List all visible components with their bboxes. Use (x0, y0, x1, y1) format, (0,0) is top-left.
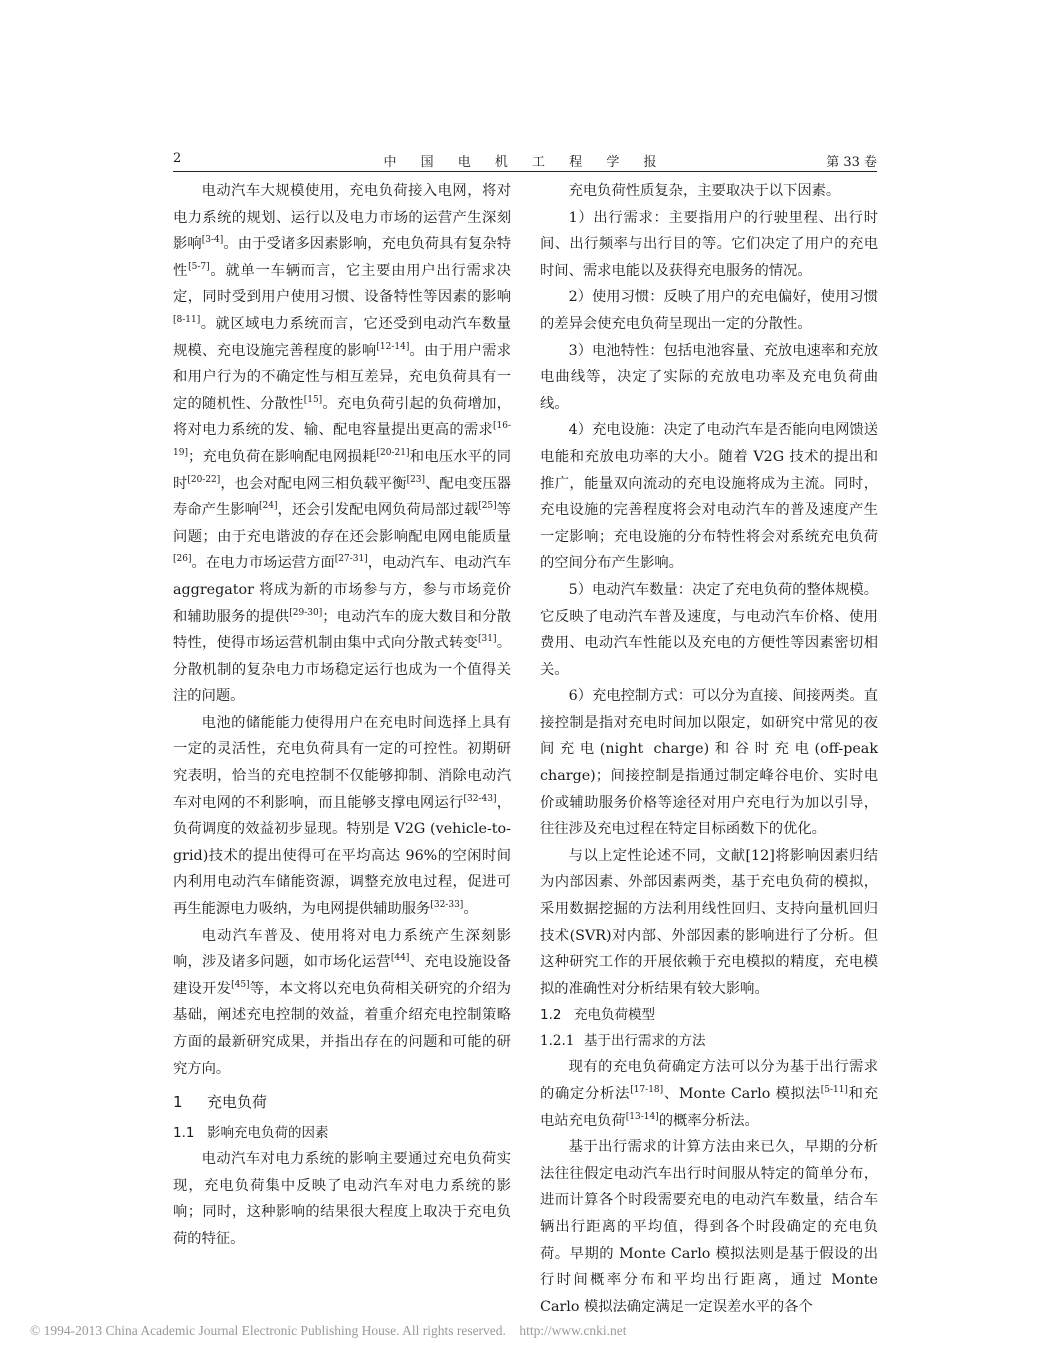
factor-ev-number: 5）电动汽车数量：决定了充电负荷的整体规模。它反映了电动汽车普及速度，与电动汽车价格、使用费用、电动汽车性能以及充电的方便性等因素密切相关。 (540, 581, 878, 678)
section-heading-1-2-1: 1.2.1 基于出行需求的方法 (540, 1033, 706, 1050)
page-number: 2 (173, 151, 182, 166)
section-heading-1-2: 1.2 充电负荷模型 (540, 1007, 655, 1024)
right-column (540, 178, 878, 1320)
copyright-text: © 1994-2013 China Academic Journal Electronic Publishing House. All rights reserved. (30, 1323, 506, 1338)
paragraph-intro-3: 电动汽车普及、使用将对电力系统产生深刻影响，涉及诸多问题，如市场化运营[44]、充电设施设备建设开发[45]等，本文将以充电负荷相关研究的介绍为基础，阐述充电控制的效益，着重介绍充电控制策略方面的最新研究成果，并指出存在的问题和可能的研究方向。 (173, 927, 512, 1077)
citation: [5-11] (820, 1085, 848, 1096)
section-heading-1: 1 充电负荷 (173, 1093, 268, 1112)
citation: [27-31] (334, 554, 368, 565)
factor-usage-habit: 2）使用习惯：反映了用户的充电偏好，使用习惯的差异会使充电负荷呈现出一定的分散性。 (540, 289, 878, 332)
citation: [3-4] (201, 235, 224, 246)
paragraph-1-1: 电动汽车对电力系统的影响主要通过充电负荷实现，充电负荷集中反映了电动汽车对电力系统的影响；同时，这种影响的结果很大程度上取决于充电负荷的特征。 (173, 1151, 511, 1247)
citation: [20-21] (376, 448, 410, 459)
citation: [45] (231, 980, 250, 991)
citation: [44] (390, 953, 410, 964)
paragraph-factors-intro: 充电负荷性质复杂，主要取决于以下因素。 (568, 183, 841, 199)
citation: [25] (478, 501, 497, 512)
footer-url: http://www.cnki.net (519, 1323, 627, 1338)
citation: [5-7] (188, 262, 210, 273)
citation: [16-19] (173, 421, 511, 459)
paragraph-travel-method: 基于出行需求的计算方法由来已久，早期的分析法往往假定电动汽车出行时间服从特定的简单分布，进而计算各个时段需要充电的电动汽车数量，结合车辆出行距离的平均值，得到各个时段确定的充电负荷。早期的 Monte Carlo 模拟法则是基于假设的出行时间概率分布和平均出行距离，通过 Monte Carlo 模拟法确定满足一定误差水平的各个 (540, 1139, 878, 1315)
citation: [32-43] (463, 793, 497, 804)
citation: [32-33] (430, 900, 464, 911)
running-header (173, 151, 877, 172)
journal-title: 中 国 电 机 工 程 学 报 (383, 155, 667, 170)
copyright-footer (30, 1323, 627, 1339)
paragraph-intro-2: 电池的储能能力使得用户在充电时间选择上具有一定的灵活性，充电负荷具有一定的可控性。初期研究表明，恰当的充电控制不仅能够抑制、消除电动汽车对电网的不利影响，而且能够支撑电网运行[32-43]，负荷调度的效益初步显现。特别是 V2G (vehicle-to-grid)技术的提出使得可在平均高达 96%的空闲时间内利用电动汽车储能资源，调整充放电过程，促进可再生能源电力吸纳，为电网提供辅助服务[32-33]。 (173, 714, 512, 918)
factor-control-mode: 6）充电控制方式：可以分为直接、间接两类。直接控制是指对充电时间加以限定，如研究中常见的夜间充电(night charge)和谷时充电(off-peak charge)；间接控制是指通过制定峰谷电价、实时电价或辅助服务价格等途径对用户充电行为加以引导，往往涉及充电过程在特定目标函数下的优化。 (540, 688, 878, 838)
citation: [17-18] (630, 1085, 664, 1096)
citation: [29-30] (289, 607, 323, 618)
citation: [12-14] (376, 341, 410, 352)
citation: [8-11] (173, 315, 201, 326)
citation: [31] (478, 634, 497, 645)
factor-travel-demand: 1）出行需求：主要指用户的行驶里程、出行时间、出行频率与出行目的等。它们决定了用户的充电时间、需求电能以及获得充电服务的情况。 (540, 209, 878, 279)
paragraph-methods: 现有的充电负荷确定方法可以分为基于出行需求的确定分析法[17-18]、Monte Carlo 模拟法[5-11]和充电站充电负荷[13-14]的概率分析法。 (540, 1059, 879, 1129)
citation: [23] (406, 474, 426, 485)
citation: [15] (303, 394, 323, 405)
citation: [20-22] (187, 474, 221, 485)
citation: [26] (173, 554, 192, 565)
factor-battery: 3）电池特性：包括电池容量、充放电速率和充放电曲线等，决定了实际的充放电功率及充电负荷曲线。 (540, 342, 878, 412)
paragraph-intro-1: 电动汽车大规模使用，充电负荷接入电网，将对电力系统的规划、运行以及电力市场的运营产生深刻影响[3-4]。由于受诸多因素影响，充电负荷具有复杂特性[5-7]。就单一车辆而言，它主要由用户出行需求决定，同时受到用户使用习惯、设备特性等因素的影响[8-11]。就区域电力系统而言，它还受到电动汽车数量规模、充电设施完善程度的影响[12-14]。由于用户需求和用户行为的不确定性与相互差异，充电负荷具有一定的随机性、分散性[15]。充电负荷引起的负荷增加，将对电力系统的发、输、配电容量提出更高的需求[16-19]；充电负荷在影响配电网损耗[20-21]和电压水平的同时[20-22]，也会对配电网三相负载平衡[23]、配电变压器寿命产生影响[24]，还会引发配电网负荷局部过载[25]等问题；由于充电谐波的存在还会影响配电网电能质量[26]。在电力市场运营方面[27-31]，电动汽车、电动汽车 aggregator 将成为新的市场参与方，参与市场竞价和辅助服务的提供[29-30]；电动汽车的庞大数目和分散特性，使得市场运营机制由集中式向分散式转变[31]。分散机制的复杂电力市场稳定运行也成为一个值得关注的问题。 (173, 183, 512, 705)
factor-charging-facility: 4）充电设施：决定了电动汽车是否能向电网馈送电能和充放电功率的大小。随着 V2G 技术的提出和推广，能量双向流动的充电设施将成为主流。同时，充电设施的完善程度将会对电动汽车的普及速度产生一定影响；充电设施的分布特性将会对系统充电负荷的空间分布产生影响。 (540, 422, 878, 572)
citation: [13-14] (625, 1111, 659, 1122)
left-column (173, 178, 511, 1253)
paragraph-literature-12: 与以上定性论述不同，文献[12]将影响因素归结为内部因素、外部因素两类，基于充电负荷的模拟，采用数据挖掘的方法利用线性回归、支持向量机回归技术(SVR)对内部、外部因素的影响进行了分析。但这种研究工作的开展依赖于充电模拟的精度，充电模拟的准确性对分析结果有较大影响。 (540, 847, 878, 997)
citation: [24] (259, 501, 278, 512)
volume-label: 第 33 卷 (826, 155, 877, 170)
section-heading-1-1: 1.1 影响充电负荷的因素 (173, 1125, 329, 1142)
